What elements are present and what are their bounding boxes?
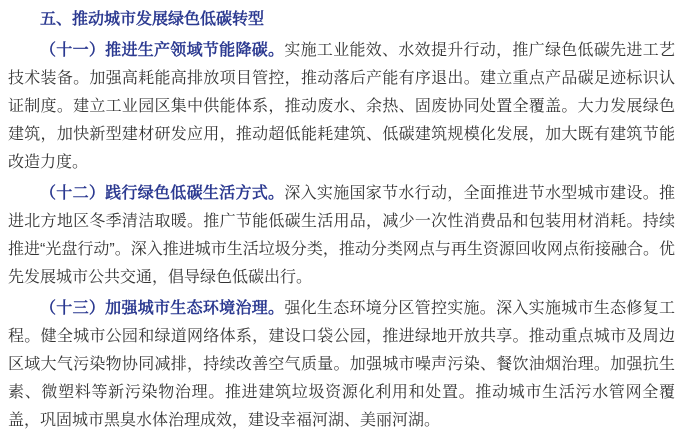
section-heading: 五、推动城市发展绿色低碳转型 — [40, 11, 265, 28]
paragraph-12-body: 深入实施国家节水行动，全面推进节水型城市建设。推进北方地区冬季清洁取暖。推广节能低碳生活用品，减少一次性消费品和包装用材消耗。持续推进“光盘行动”。深入推进城市生活垃圾分类，推动分类网点与再生资源回收网点衔接融合。优先发展城市公共交通，倡导绿色低碳出行。 — [8, 185, 675, 286]
paragraph-13-lead: （十三）加强城市生态环境治理。 — [40, 300, 285, 317]
paragraph-12-lead: （十二）践行绿色低碳生活方式。 — [40, 185, 285, 202]
paragraph-11-lead: （十一）推进生产领域节能降碳。 — [40, 42, 285, 59]
paragraph-11 — [8, 37, 675, 177]
paragraph-12 — [8, 180, 675, 292]
paragraph-13-body: 强化生态环境分区管控实施。深入实施城市生态修复工程。健全城市公园和绿道网络体系，建设口袋公园，推进绿地开放共享。推动重点城市及周边区域大气污染物协同减排，持续改善空气质量。加强城市噪声污染、餐饮油烟治理。加强抗生素、微塑料等新污染物治理。推进建筑垃圾资源化利用和处置。推动城市生活污水管网全覆盖，巩固城市黑臭水体治理成效，建设幸福河湖、美丽河湖。 — [8, 300, 675, 429]
paragraph-11-body: 实施工业能效、水效提升行动，推广绿色低碳先进工艺技术装备。加强高耗能高排放项目管控，推动落后产能有序退出。建立重点产品碳足迹标识认证制度。建立工业园区集中供能体系，推动废水、余热、固废协同处置全覆盖。大力发展绿色建筑，加快新型建材研发应用，推动超低能耗建筑、低碳建筑规模化发展，加大既有建筑节能改造力度。 — [8, 42, 675, 171]
paragraph-13 — [8, 295, 675, 434]
